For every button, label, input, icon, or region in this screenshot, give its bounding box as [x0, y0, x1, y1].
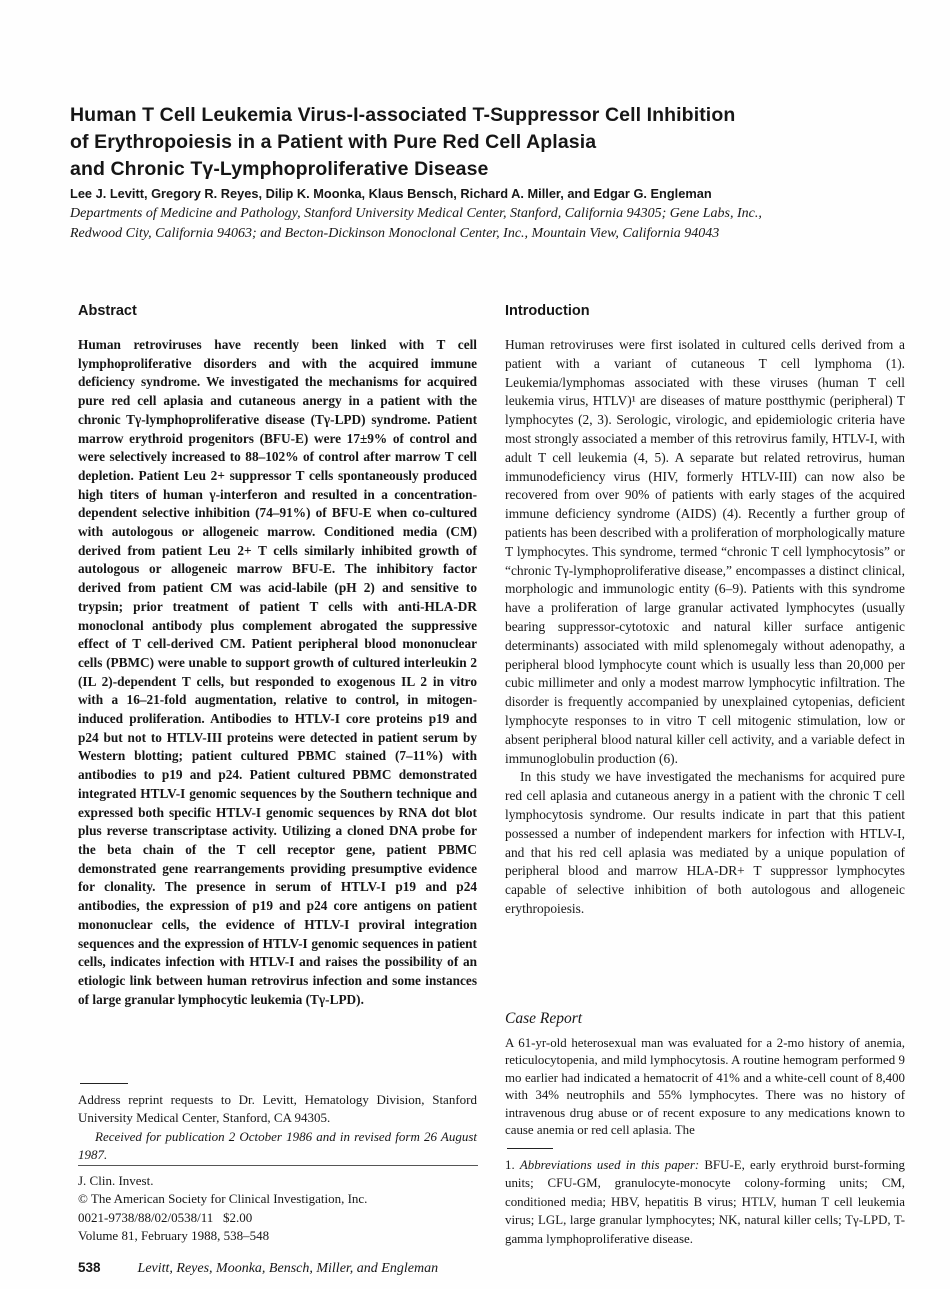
journal-imprint — [78, 1172, 477, 1245]
abstract-heading: Abstract — [78, 303, 137, 319]
received-dates: Received for publication 2 October 1986 and in revised form 26 August 1987. — [78, 1128, 477, 1162]
abstract-text: Human retroviruses have recently been linked with T cell lymphoproliferative disorders and with the acquired immune deficiency syndrome. We investigated the mechanisms for acquired pure red cell aplasia and cutaneous anergy in a patient with the chronic Tγ-lymphoproliferative disease (Tγ-LPD) syndrome. Patient marrow erythroid progenitors (BFU-E) were 17±9% of control and were selectively increased to 88–102% of control after marrow T cell depletion. Patient Leu 2+ suppressor T cells spontaneously produced high titers of human γ-interferon and resulted in a concentration-dependent selective inhibition (74–91%) of BFU-E when co-cultured with autologous or allogeneic marrow. Conditioned media (CM) derived from patient Leu 2+ T cells similarly inhibited growth of autologous or allogeneic marrow BFU-E. The inhibitory factor derived from patient CM was acid-labile (pH 2) and sensitive to trypsin; prior treatment of patient T cells with anti-HLA-DR monoclonal antibody plus complement abrogated the suppressive effect of T cell-derived CM. Patient peripheral blood mononuclear cells (PBMC) were unable to support growth of cultured interleukin 2 (IL 2)-dependent T cells, but responded to exogenous IL 2 in vitro with a 16–21-fold augmentation, relative to control, in mitogen-induced proliferation. Antibodies to HTLV-I core proteins p19 and p24 but not to HTLV-III proteins were detected in patient serum by Western blotting; patient cultured PBMC stained (7–11%) with antibodies to p19 and p24. Patient cultured PBMC demonstrated integrated HTLV-I genomic sequences by the Southern technique and expressed both specific HTLV-I genomic sequences by RNA dot blot plus reverse transcriptase activity. Utilizing a cloned DNA probe for the beta chain of the T cell receptor gene, patient PBMC demonstrated gene rearrangements providing presumptive evidence for clonality. The presence in serum of HTLV-I p19 and p24 antibodies, the expression of p19 and p24 core antigens on patient mononuclear cells, the evidence of HTLV-I proviral integration sequences and the expression of HTLV-I genomic sequences in patient cells, indicates infection with HTLV-I and raises the possibility of an etiologic link between human retrovirus infection and some instances of large granular lymphocytic leukemia (Tγ-LPD). — [78, 337, 477, 1007]
abbreviations-footnote — [505, 1156, 905, 1248]
reprint-address: Address reprint requests to Dr. Levitt, Hematology Division, Stanford University Medical Center, Stanford, CA 94305. — [78, 1092, 477, 1126]
introduction-heading: Introduction — [505, 303, 590, 319]
journal-issn-price: 0021-9738/88/02/0538/11 $2.00 — [78, 1209, 253, 1225]
article-title-line-1: Human T Cell Leukemia Virus-I-associated T-Suppressor Cell Inhibition — [70, 104, 736, 126]
introduction-text — [505, 336, 905, 919]
journal-volume-info: Volume 81, February 1988, 538–548 — [78, 1227, 270, 1243]
abbreviation-footnote-number: 1. — [505, 1158, 515, 1172]
case-report-text: A 61-yr-old heterosexual man was evaluated for a 2-mo history of anemia, reticulocytopenia, and mild lymphocytosis. A routine hemogram performed 9 mo earlier had indicated a hematocrit of 41% and a white-cell count of 8,400 with 34% neutrophils and 55% lymphocytes. There was no history of intravenous drug abuse or of recent exposure to any medications known to cause anemia or red cell aplasia. The — [505, 1036, 905, 1138]
journal-divider-rule — [78, 1165, 478, 1166]
abbreviation-footnote-list: BFU-E, early erythroid burst-forming units; CFU-GM, granulocyte-monocyte colony-forming units; CM, conditioned media; HBV, hepatitis B virus; HTLV, human T cell leukemia virus; LGL, large granular lymphocytes; NK, natural killer cells; Tγ-LPD, T-gamma lymphoproliferative disease. — [505, 1158, 905, 1246]
right-footnote-rule — [507, 1148, 553, 1149]
affiliation-line-1: Departments of Medicine and Pathology, Stanford University Medical Center, Stanford, California 94305; Gene Labs, Inc., — [70, 206, 762, 221]
abbreviation-footnote-lead: Abbreviations used in this paper: — [519, 1158, 700, 1172]
article-title-line-2: of Erythropoiesis in a Patient with Pure Red Cell Aplasia — [70, 130, 597, 153]
affiliation-line-2: Redwood City, California 94063; and Becton-Dickinson Monoclonal Center, Inc., Mountain View, California 94043 — [70, 225, 720, 241]
reprint-footnote — [78, 1091, 477, 1164]
article-title — [70, 102, 870, 182]
introduction-paragraph-2: In this study we have investigated the mechanisms for acquired pure red cell aplasia and cutaneous anergy in a patient with the chronic T cell lymphocytosis syndrome. Our results indicate in part that this patient possessed a number of independent markers for infection with HTLV-I, and that his red cell aplasia was mediated by a unique population of peripheral blood and marrow HLA-DR+ T suppressor lymphocytes capable of selective inhibition of both autologous and allogeneic erythropoiesis. — [505, 769, 905, 916]
affiliations — [70, 204, 900, 244]
article-title-line-3: and Chronic Tγ-Lymphoproliferative Disease — [70, 157, 489, 180]
running-authors: Levitt, Reyes, Moonka, Bensch, Miller, and Engleman — [137, 1261, 439, 1276]
journal-copyright: © The American Society for Clinical Investigation, Inc. — [78, 1191, 368, 1207]
introduction-paragraph-1: Human retroviruses were first isolated in cultured cells derived from a patient with a variant of cutaneous T cell lymphoma (1). Leukemia/lymphomas associated with these viruses (human T cell leukemia virus, HTLV)¹ are diseases of mature postthymic (peripheral) T lymphocytes (2, 3). Serologic, virologic, and epidemiologic criteria have most strongly associated a member of this retrovirus family, HTLV-I, with adult T cell leukemia (4, 5). A separate but related retrovirus, human immunodeficiency virus (HIV, formerly HTLV-III) can now also be recovered from over 90% of patients with early stages of the acquired immune deficiency syndrome (AIDS) (4). Recently a further group of patients has been described with a proliferation of morphologically mature T lymphocytes. This syndrome, termed “chronic T cell lymphocytosis” or “chronic Tγ-lymphoproliferative disease,” encompasses a distinct clinical, morphologic and immunologic entity (6–9). Patients with this syndrome have a proliferation of large granular activated lymphocytes (usually bearing suppressor-cytotoxic and natural killer surface antigenic determinants) associated with mild splenomegaly without adenopathy, a peripheral blood lymphocyte count which is usually less than 20,000 per cubic millimeter and only a modest marrow lymphocytic infiltration. The disorder is frequently accompanied by unexplained cytopenias, deficient lymphocyte responses to in vitro T cell mitogenic stimulation, low or absent peripheral blood natural killer cell activity, and a variable defect in immunoglobulin production (6). — [505, 337, 905, 766]
author-list: Lee J. Levitt, Gregory R. Reyes, Dilip K. Moonka, Klaus Bensch, Richard A. Miller, and Edgar G. Engleman — [70, 186, 712, 201]
case-report-heading: Case Report — [505, 1010, 583, 1027]
left-footnote-rule — [80, 1083, 128, 1084]
page-footer — [78, 1259, 678, 1277]
journal-name: J. Clin. Invest. — [78, 1173, 154, 1188]
page-number: 538 — [78, 1260, 101, 1275]
